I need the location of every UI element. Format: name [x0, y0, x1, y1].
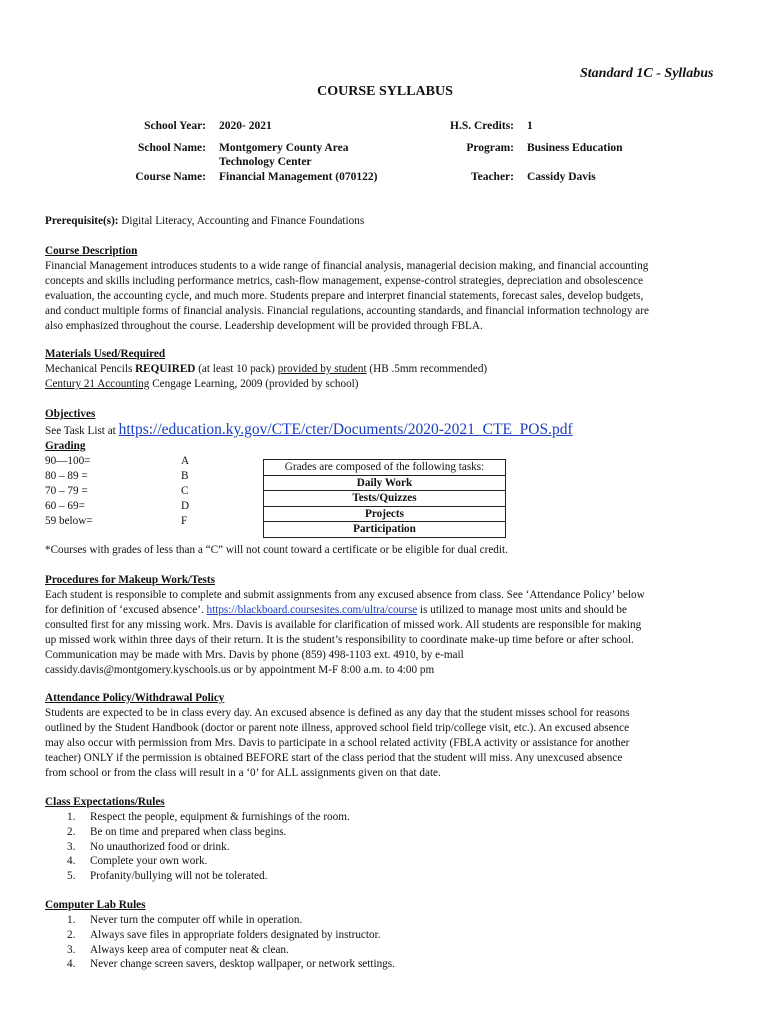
list-item: [45, 957, 735, 972]
grade-letter: D: [181, 500, 190, 512]
grade-letter: B: [181, 470, 189, 482]
grade-range: 59 below=: [45, 515, 93, 527]
makeup-section: [45, 573, 735, 678]
makeup-text: for definition of ‘excused absence’.: [45, 604, 207, 616]
list-text: Never change screen savers, desktop wallpaper, or network settings.: [90, 958, 395, 971]
textbook-title: Century 21 Accounting: [45, 378, 150, 390]
materials-heading: Materials Used/Required: [45, 348, 166, 360]
provided-by-student: provided by student: [277, 363, 367, 375]
task-cell: Tests/Quizzes: [264, 491, 506, 507]
teacher-value: Cassidy Davis: [527, 171, 596, 183]
list-number: 3.: [67, 943, 76, 956]
grade-letter: C: [181, 485, 189, 497]
objectives-heading: Objectives: [45, 408, 96, 420]
materials-line-pencils: [45, 362, 735, 377]
grade-letter: A: [181, 455, 190, 467]
makeup-line: up missed work within three days of their return. It is the student’s responsibility to coordinate make-up time before or after school.: [45, 634, 634, 646]
list-item: [45, 928, 735, 943]
list-text: Never turn the computer off while in operation.: [90, 914, 303, 926]
grade-range: 70 – 79 =: [45, 485, 88, 497]
course-name-value: Financial Management (070122): [219, 171, 378, 183]
attendance-line: Students are expected to be in class every day. An excused absence is defined as any day that the student misses school for reasons: [45, 707, 630, 719]
grading-heading: Grading: [45, 440, 86, 452]
list-number: 2.: [67, 928, 76, 941]
task-cell: Daily Work: [264, 475, 506, 491]
grade-tasks-table: [263, 459, 506, 538]
attendance-line: from school or from the class will result in a ‘0’ for ALL assignments given on that date.: [45, 767, 441, 779]
list-item: [45, 810, 735, 825]
list-number: 1.: [67, 811, 76, 823]
school-name-value-line2: Technology Center: [219, 156, 312, 168]
makeup-line: consulted first for any missing work. Mrs. Davis is available for clarification of missed work. All students are responsible for making: [45, 619, 642, 631]
makeup-line: Each student is responsible to complete and submit assignments from any excused absence from class. See ‘Attendance Policy’ below: [45, 589, 645, 601]
grading-note: *Courses with grades of less than a “C” will not count toward a certificate or be eligible for dual credit.: [45, 544, 508, 556]
class-rules-section: [45, 795, 735, 884]
attendance-line: teacher) ONLY if the permission is obtained BEFORE start of the class period that the student will miss. Any unexcused absence: [45, 752, 623, 764]
materials-text: Mechanical Pencils: [45, 363, 136, 375]
materials-section: [45, 347, 735, 392]
description-line: also emphasized throughout the course. Leadership development will be provided through FBLA.: [45, 320, 483, 332]
list-text: Respect the people, equipment & furnishings of the room.: [90, 811, 350, 823]
program-value: Business Education: [527, 142, 623, 154]
list-item: [45, 840, 735, 855]
task-cell: Participation: [264, 522, 506, 538]
list-item: [45, 854, 735, 869]
grade-scale-row: [45, 469, 189, 484]
list-item: [45, 825, 735, 840]
list-text: Be on time and prepared when class begins.: [90, 825, 287, 838]
grade-scale-row: [45, 454, 190, 469]
attendance-section: [45, 691, 735, 781]
task-cell: Projects: [264, 506, 506, 522]
grade-range: 90—100=: [45, 455, 91, 467]
list-number: 1.: [67, 914, 76, 926]
credits-value: 1: [527, 120, 533, 132]
materials-text: (at least 10 pack): [195, 363, 278, 375]
credits-label: H.S. Credits:: [450, 120, 514, 132]
lab-rules-heading: Computer Lab Rules: [45, 899, 146, 911]
lab-rules-section: [45, 898, 735, 972]
blackboard-link[interactable]: https://blackboard.coursesites.com/ultra/course: [206, 604, 418, 616]
page-title: COURSE SYLLABUS: [317, 84, 453, 99]
list-item: [45, 913, 735, 928]
list-number: 4.: [67, 855, 76, 868]
required-label: REQUIRED: [135, 363, 196, 375]
school-year-value: 2020- 2021: [219, 120, 272, 132]
materials-text: (HB .5mm recommended): [366, 363, 488, 375]
tasks-table-header: Grades are composed of the following tasks:: [264, 460, 506, 476]
course-name-label: Course Name:: [135, 171, 206, 183]
materials-text: Cengage Learning, 2009 (provided by school): [149, 378, 359, 390]
list-item: [45, 869, 735, 884]
list-number: 3.: [67, 840, 76, 853]
school-name-value-line1: Montgomery County Area: [219, 142, 349, 154]
task-list-link[interactable]: https://education.ky.gov/CTE/cter/Documents/2020-2021_CTE_POS.pdf: [118, 421, 573, 438]
lab-rules-list: [45, 913, 735, 972]
description-line: Financial Management introduces students to a wide range of financial analysis, managerial decision making, and financial accounting: [45, 260, 649, 272]
list-number: 4.: [67, 958, 76, 971]
class-rules-list: [45, 810, 735, 884]
list-text: Profanity/bullying will not be tolerated.: [90, 870, 268, 883]
objectives-section: [45, 407, 735, 438]
objectives-prefix: See Task List at: [45, 425, 119, 437]
course-description-section: [45, 244, 735, 334]
description-line: evaluation, the accounting cycle, and much more. Students prepare and interpret financial statements, forecast sales, develop budgets,: [45, 290, 644, 302]
objectives-line: [45, 422, 735, 438]
course-description-heading: Course Description: [45, 245, 138, 257]
list-text: Complete your own work.: [90, 855, 208, 868]
grade-range: 80 – 89 =: [45, 470, 88, 482]
materials-line-textbook: [45, 377, 735, 392]
prereq-label: Prerequisite(s):: [45, 215, 119, 227]
attendance-line: may also occur with permission from Mrs. Davis to participate in a school related activity (FBLA activity or assistance for another: [45, 737, 630, 749]
description-line: and conduct multiple forms of financial analysis. Financial regulations, accounting standards, and financial information technology are: [45, 305, 649, 317]
grade-scale-row: [45, 514, 188, 529]
prereq-text: Digital Literacy, Accounting and Finance Foundations: [118, 215, 365, 227]
list-text: Always keep area of computer neat & clean.: [90, 943, 289, 956]
list-number: 2.: [67, 825, 76, 838]
list-item: [45, 943, 735, 958]
description-line: concepts and skills including performance metrics, cash-flow management, expense-control strategies, depreciation and obsolescence: [45, 275, 644, 287]
list-text: No unauthorized food or drink.: [90, 840, 230, 853]
school-name-label: School Name:: [137, 142, 206, 154]
class-rules-heading: Class Expectations/Rules: [45, 796, 165, 808]
standard-label: Standard 1C - Syllabus: [580, 66, 714, 81]
grade-scale-row: [45, 499, 190, 514]
teacher-label: Teacher:: [470, 171, 514, 183]
makeup-line: [45, 603, 735, 618]
grade-range: 60 – 69=: [45, 500, 85, 512]
list-number: 5.: [67, 870, 76, 883]
makeup-text: is utilized to manage most units and should be: [417, 604, 627, 616]
attendance-line: outlined by the Student Handbook (doctor or parent note illness, approved school field trip/college visit, etc.). An excused absence: [45, 722, 630, 734]
program-label: Program:: [466, 142, 514, 154]
grade-scale-row: [45, 484, 189, 499]
makeup-line: Communication may be made with Mrs. Davis by phone (859) 498-1103 ext. 4910, by e-mail: [45, 649, 464, 661]
makeup-line: cassidy.davis@montgomery.kyschools.us or by appointment M-F 8:00 a.m. to 4:00 pm: [45, 664, 435, 676]
attendance-heading: Attendance Policy/Withdrawal Policy: [45, 692, 225, 704]
prerequisites: [45, 214, 735, 229]
list-text: Always save files in appropriate folders designated by instructor.: [90, 928, 381, 941]
grade-letter: F: [181, 515, 188, 527]
makeup-heading: Procedures for Makeup Work/Tests: [45, 574, 215, 586]
school-year-label: School Year:: [144, 120, 206, 132]
